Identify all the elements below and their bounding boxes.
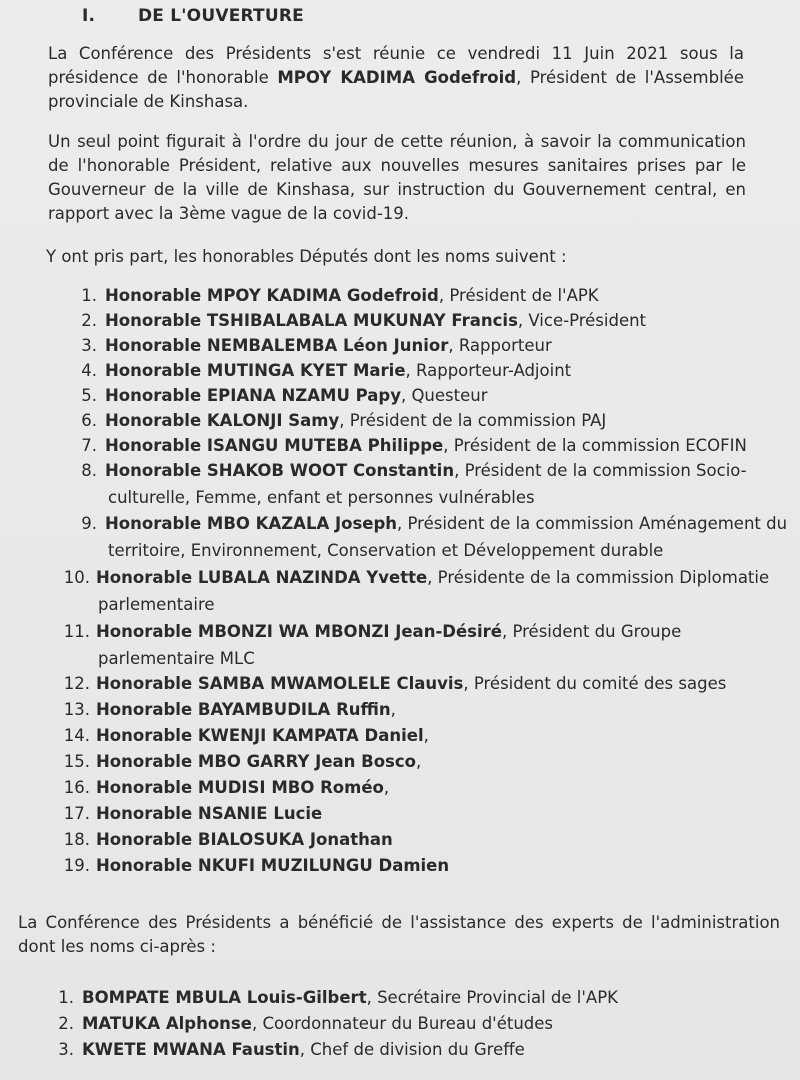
member-item [60,801,322,828]
member-role-continued: territoire, Environnement, Conservation et Développement durable [108,540,664,560]
member-number: 4. [81,361,97,380]
member-name: Honorable MUDISI MBO Roméo [96,778,384,797]
member-name: Honorable MBO GARRY Jean Bosco [96,752,416,771]
member-name: Honorable NSANIE Lucie [96,804,323,823]
member-role: , Présidente de la commission Diplomatie [427,568,770,587]
member-item [60,565,769,618]
expert-number: 1. [58,988,74,1007]
member-name: Honorable NEMBALEMBA Léon Junior [105,336,449,355]
member-name: Honorable EPIANA NZAMU Papy [105,386,401,405]
member-item [60,723,429,750]
member-name: Honorable TSHIBALABALA MUKUNAY Francis [105,311,518,330]
opening-paragraph-tail: , Président de l'Assemblée provinciale de Kinshasa. [48,68,744,111]
member-name: Honorable BIALOSUKA Jonathan [96,830,393,849]
member-name: Honorable LUBALA NAZINDA Yvette [96,568,428,587]
member-item [70,283,599,310]
member-name: Honorable ISANGU MUTEBA Philippe [105,436,444,455]
member-number: 19. [63,856,90,875]
member-item [60,853,449,880]
member-item [60,749,421,776]
member-name: Honorable SAMBA MWAMOLELE Clauvis [96,674,464,693]
president-name: MPOY KADIMA Godefroid [277,68,517,87]
member-role: , Président de la commission Aménagement du [397,514,788,533]
member-role: , [383,778,390,797]
member-item [60,697,396,724]
member-name: Honorable BAYAMBUDILA Ruffin [96,700,391,719]
member-number: 6. [81,411,97,430]
member-name: Honorable NKUFI MUZILUNGU Damien [96,856,450,875]
member-number: 1. [81,286,97,305]
member-role: , Président du Groupe [501,622,682,641]
agenda-paragraph: Un seul point figurait à l'ordre du jour de cette réunion, à savoir la communication de l'honorable Président, relative aux nouvelles mesures sanitaires prises par le Gouverneur de la ville de Kinshasa, sur instruction du Gouvernement central, en rapport avec la 3ème vague de la covid-19. [48,132,746,223]
member-name: Honorable MUTINGA KYET Marie [105,361,406,380]
opening-paragraph [48,42,744,114]
opening-paragraph-text: La Conférence des Présidents s'est réunie ce vendredi 11 Juin 2021 sous la présidence de l'honorable [48,44,744,87]
member-item [70,333,552,360]
expert-name: MATUKA Alphonse [82,1014,252,1033]
expert-item [47,985,618,1012]
member-number: 14. [63,726,90,745]
member-name: Honorable MBO KAZALA Joseph [105,514,398,533]
member-item [70,408,606,435]
member-item [60,775,389,802]
member-number: 2. [81,311,97,330]
member-item [70,433,747,460]
member-name: Honorable SHAKOB WOOT Constantin [105,461,455,480]
member-role: , Questeur [400,386,488,405]
member-item [60,619,681,672]
member-item [70,383,488,410]
member-role-continued: parlementaire [98,594,215,614]
member-number: 18. [63,830,90,849]
member-role: , Président de l'APK [438,286,599,305]
member-role: , [390,700,396,719]
member-number: 9. [81,514,97,533]
expert-role: , Chef de division du Greffe [299,1040,525,1059]
member-number: 7. [81,436,97,455]
expert-number: 3. [58,1040,74,1059]
section-heading [82,6,304,26]
member-name: Honorable KWENJI KAMPATA Daniel [96,726,424,745]
expert-role: , Secrétaire Provincial de l'APK [366,988,618,1007]
member-role-continued: culturelle, Femme, enfant et personnes vulnérables [108,487,535,507]
section-number: I. [82,6,96,26]
member-number: 8. [81,461,97,480]
member-role: , Rapporteur-Adjoint [405,361,572,380]
member-number: 12. [63,674,90,693]
member-item [60,671,726,698]
member-item [70,458,747,511]
member-item [70,511,787,564]
member-number: 15. [63,752,90,771]
member-role: , Président de la commission Socio- [454,461,747,480]
member-number: 16. [63,778,90,797]
expert-name: KWETE MWANA Faustin [82,1040,300,1059]
member-role: , Rapporteur [448,336,552,355]
member-role-continued: parlementaire MLC [98,648,255,668]
expert-number: 2. [58,1014,74,1033]
member-item [70,308,646,335]
expert-name: BOMPATE MBULA Louis-Gilbert [82,988,367,1007]
member-number: 3. [81,336,97,355]
member-role: , Président du comité des sages [463,674,727,693]
member-number: 17. [63,804,90,823]
member-number: 5. [81,386,97,405]
member-item [70,358,571,385]
member-role: , Président de la commission PAJ [339,411,607,430]
member-item [60,827,393,854]
member-role: , Président de la commission ECOFIN [443,436,747,455]
member-number: 13. [63,700,90,719]
member-number: 10. [63,568,90,587]
member-name: Honorable MPOY KADIMA Godefroid [105,286,439,305]
member-role: , Vice-Président [517,311,647,330]
expert-role: , Coordonnateur du Bureau d'études [251,1014,553,1033]
experts-intro: La Conférence des Présidents a bénéficié de l'assistance des experts de l'administration dont les noms ci-après : [18,913,780,956]
member-role: , [416,752,422,771]
member-role: , [423,726,429,745]
section-title: DE L'OUVERTURE [138,6,304,26]
member-name: Honorable MBONZI WA MBONZI Jean-Désiré [96,622,502,641]
member-name: Honorable KALONJI Samy [105,411,340,430]
expert-item [47,1011,553,1038]
expert-item [47,1037,525,1064]
member-number: 11. [63,622,90,641]
participants-intro: Y ont pris part, les honorables Députés dont les noms suivent : [46,247,567,266]
